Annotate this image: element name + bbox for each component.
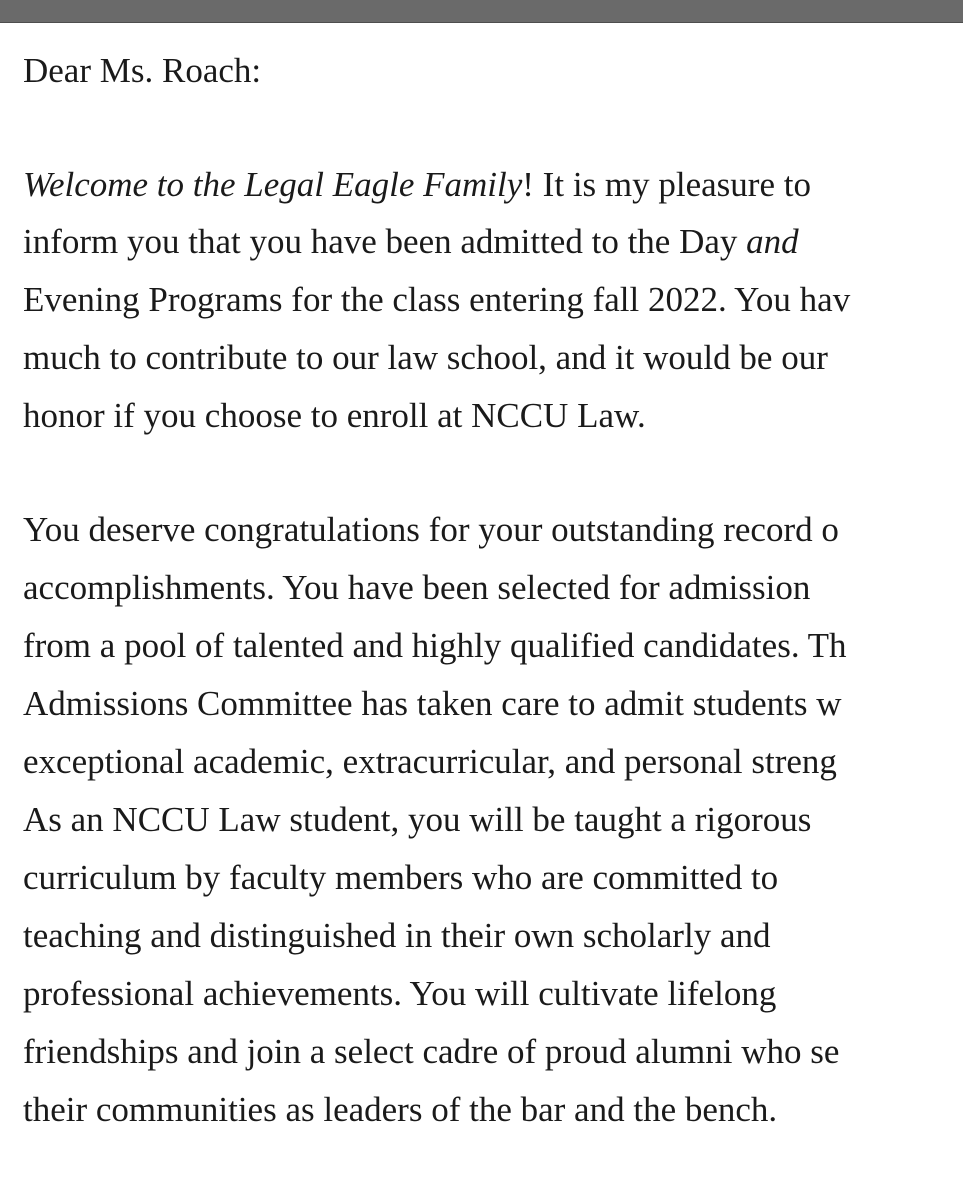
paragraph-1-line-2-text: inform you that you have been admitted to the Day xyxy=(23,222,747,261)
salutation: Dear Ms. Roach: xyxy=(23,51,262,90)
paragraph-2-line-10: friendships and join a select cadre of proud alumni who se xyxy=(23,1032,840,1071)
paragraph-2-line-7: curriculum by faculty members who are committed to xyxy=(23,858,779,897)
paragraph-2-line-9: professional achievements. You will cultivate lifelong xyxy=(23,974,777,1013)
paragraph-2-line-5: exceptional academic, extracurricular, and personal streng xyxy=(23,742,837,781)
paragraph-2-line-1: You deserve congratulations for your outstanding record o xyxy=(23,510,839,549)
paragraph-1-line-2 xyxy=(23,222,799,262)
paragraph-1-line-3: Evening Programs for the class entering fall 2022. You hav xyxy=(23,280,851,319)
paragraph-2-line-8: teaching and distinguished in their own scholarly and xyxy=(23,916,771,955)
paragraph-1-line-1 xyxy=(23,165,811,205)
paragraph-2-line-2: accomplishments. You have been selected for admission xyxy=(23,568,811,607)
letter-page xyxy=(0,23,963,1200)
window-top-bar xyxy=(0,0,963,23)
paragraph-1-line-5: honor if you choose to enroll at NCCU Law. xyxy=(23,396,646,435)
paragraph-2-line-11: their communities as leaders of the bar and the bench. xyxy=(23,1090,778,1129)
welcome-phrase: Welcome to the Legal Eagle Family xyxy=(23,165,523,204)
paragraph-2-line-3: from a pool of talented and highly qualified candidates. Th xyxy=(23,626,847,665)
paragraph-1-line-4: much to contribute to our law school, and it would be our xyxy=(23,338,828,377)
paragraph-2-line-6: As an NCCU Law student, you will be taught a rigorous xyxy=(23,800,812,839)
paragraph-1-line-1-rest: ! It is my pleasure to xyxy=(522,165,811,204)
paragraph-2-line-4: Admissions Committee has taken care to admit students w xyxy=(23,684,842,723)
and-emphasis: and xyxy=(746,222,799,261)
